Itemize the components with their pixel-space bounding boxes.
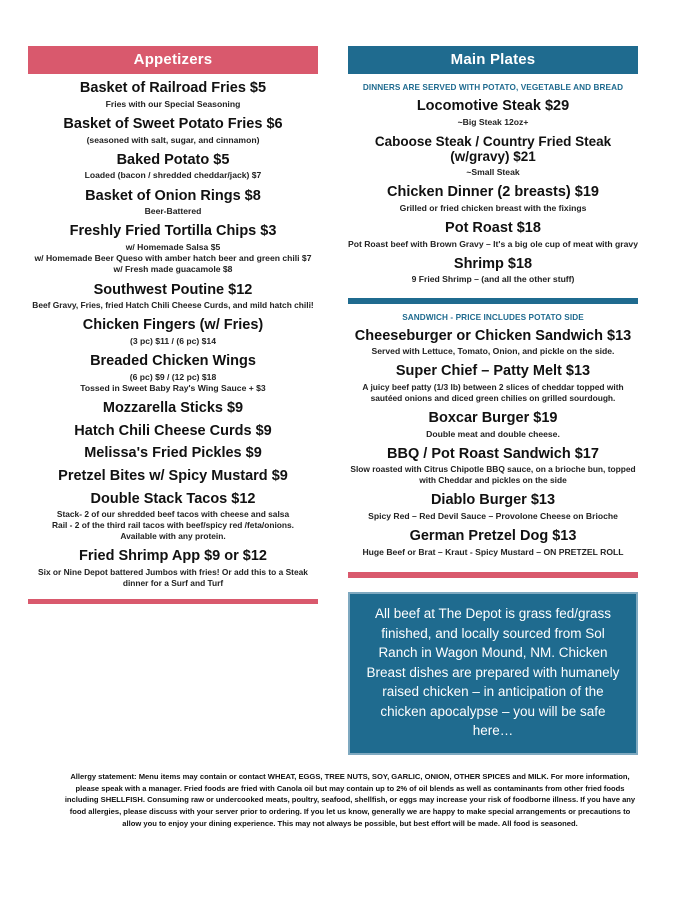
- item-description: (6 pc) $9 / (12 pc) $18 Tossed in Sweet Baby Ray's Wing Sauce + $3: [80, 371, 266, 393]
- menu-item: [348, 528, 638, 558]
- menu-item: [28, 80, 318, 110]
- item-name: Boxcar Burger $19: [428, 409, 558, 426]
- item-description: (3 pc) $11 / (6 pc) $14: [130, 335, 216, 346]
- item-name: Pretzel Bites w/ Spicy Mustard $9: [58, 468, 288, 485]
- item-name: Fried Shrimp App $9 or $12: [78, 548, 267, 565]
- menu-item: [28, 400, 318, 417]
- item-name: Caboose Steak / Country Fried Steak (w/gravy) $21: [374, 133, 612, 165]
- item-description: w/ Homemade Salsa $5 w/ Homemade Beer Queso with amber hatch beer and green chili $7 w/ Fresh made guacamole $8: [34, 242, 312, 275]
- item-name: Southwest Poutine $12: [93, 281, 253, 298]
- item-description: Beef Gravy, Fries, fried Hatch Chili Cheese Curds, and mild hatch chili!: [32, 300, 314, 311]
- menu-item: [28, 423, 318, 440]
- menu-item: [28, 317, 318, 347]
- menu-item: [28, 282, 318, 312]
- sandwich-section-divider: [348, 298, 638, 304]
- item-name: Melissa's Fried Pickles $9: [84, 445, 262, 462]
- menu-item: [28, 468, 318, 485]
- item-name: Shrimp $18: [453, 255, 533, 272]
- menu-item: [348, 256, 638, 286]
- main-plates-header: Main Plates: [348, 46, 638, 74]
- item-name: Diablo Burger $13: [430, 492, 556, 509]
- item-name: BBQ / Pot Roast Sandwich $17: [387, 445, 599, 462]
- menu-item: [348, 492, 638, 522]
- menu-item: [348, 328, 638, 358]
- item-description: (seasoned with salt, sugar, and cinnamon): [86, 134, 260, 145]
- item-name: Basket of Sweet Potato Fries $6: [63, 115, 283, 132]
- item-name: Hatch Chili Cheese Curds $9: [74, 422, 272, 439]
- item-name: Chicken Fingers (w/ Fries): [82, 317, 264, 334]
- menu-item: [28, 353, 318, 394]
- sourcing-callout: All beef at The Depot is grass fed/grass finished, and locally sourced from Sol Ranch in Wagon Mound, NM. Chicken Breast dishes are prepared with humanely raised chicken – in anticipation of the chicken apocalypse – you will be safe here…: [348, 592, 638, 755]
- menu-item: [28, 491, 318, 542]
- item-name: Super Chief – Patty Melt $13: [395, 363, 591, 380]
- item-description: ~Big Steak 12oz+: [457, 116, 529, 127]
- appetizers-column: [28, 46, 318, 604]
- menu-item: [348, 446, 638, 487]
- item-description: Fries with our Special Seasoning: [105, 98, 241, 109]
- appetizers-bottom-divider: [28, 599, 318, 604]
- item-name: German Pretzel Dog $13: [409, 528, 577, 545]
- menu-item: [28, 223, 318, 275]
- item-name: Breaded Chicken Wings: [90, 353, 256, 369]
- item-description: ~Small Steak: [466, 166, 520, 177]
- menu-item: [28, 152, 318, 182]
- item-description: Six or Nine Depot battered Jumbos with fries! Or add this to a Steak dinner for a Surf and Turf: [38, 566, 308, 588]
- main-plates-bottom-divider: [348, 572, 638, 578]
- menu-item: [28, 548, 318, 589]
- allergy-statement: Allergy statement: Menu items may contain or contact WHEAT, EGGS, TREE NUTS, SOY, GARLIC, ONION, OTHER SPICES and MILK. For more information, please speak with a manager. Fried foods are fried with Canola oil but may contain up to 2% of oil blends as well as contaminants from other fried foods including SHELLFISH. Consuming raw or undercooked meats, poultry, seafood, shellfish, or eggs may increase your risk of foodborne illness. If you have any food allergies, please discuss with your server prior to ordering. If you let us know, generally we are happy to make special arrangements or precautions to allow you to enjoy your dining experience. This may not always be possible, but best effort will be made. All food is seasoned.: [64, 771, 636, 828]
- menu-item: [348, 98, 638, 128]
- item-name: Cheeseburger or Chicken Sandwich $13: [354, 327, 632, 344]
- item-description: Beer-Battered: [144, 206, 202, 217]
- item-name: Locomotive Steak $29: [416, 98, 570, 114]
- menu-columns: [28, 46, 672, 755]
- item-description: Loaded (bacon / shredded cheddar/jack) $7: [84, 170, 262, 181]
- menu-item: [348, 220, 638, 250]
- main-plates-column: [348, 46, 638, 755]
- menu-item: [28, 116, 318, 146]
- menu-item: [348, 134, 638, 178]
- item-description: Served with Lettuce, Tomato, Onion, and pickle on the side.: [371, 346, 615, 357]
- item-name: Mozzarella Sticks $9: [102, 400, 244, 417]
- menu-item: [348, 410, 638, 440]
- item-description: A juicy beef patty (1/3 lb) between 2 slices of cheddar topped with sautéed onions and diced green chilies on grilled sourdough.: [362, 382, 624, 404]
- item-description: 9 Fried Shrimp – (and all the other stuff): [411, 274, 575, 285]
- item-description: Slow roasted with Citrus Chipotle BBQ sauce, on a brioche bun, topped with Cheddar and pickles on the side: [350, 464, 636, 486]
- item-name: Basket of Onion Rings $8: [85, 187, 261, 204]
- item-description: Pot Roast beef with Brown Gravy – It's a big ole cup of meat with gravy: [348, 238, 638, 249]
- item-name: Basket of Railroad Fries $5: [79, 80, 267, 96]
- item-name: Freshly Fried Tortilla Chips $3: [69, 223, 277, 240]
- item-name: Pot Roast $18: [445, 219, 541, 236]
- menu-item: [348, 363, 638, 404]
- item-description: Stack- 2 of our shredded beef tacos with cheese and salsa Rail - 2 of the third rail tacos with beef/spicy red /feta/onions. Available with any protein.: [52, 509, 294, 542]
- menu-item: [348, 184, 638, 214]
- appetizers-header: Appetizers: [28, 46, 318, 74]
- item-name: Chicken Dinner (2 breasts) $19: [387, 184, 599, 201]
- dinner-note: DINNERS ARE SERVED WITH POTATO, VEGETABLE AND BREAD: [362, 83, 624, 92]
- item-description: Huge Beef or Brat – Kraut - Spicy Mustard – ON PRETZEL ROLL: [362, 546, 624, 557]
- menu-item: [28, 188, 318, 218]
- item-description: Double meat and double cheese.: [426, 428, 560, 439]
- sandwich-note: SANDWICH - PRICE INCLUDES POTATO SIDE: [402, 312, 584, 322]
- item-name: Baked Potato $5: [116, 151, 230, 168]
- item-description: Spicy Red – Red Devil Sauce – Provolone Cheese on Brioche: [368, 510, 618, 521]
- item-description: Grilled or fried chicken breast with the fixings: [399, 202, 587, 213]
- item-name: Double Stack Tacos $12: [90, 490, 256, 507]
- menu-item: [28, 445, 318, 462]
